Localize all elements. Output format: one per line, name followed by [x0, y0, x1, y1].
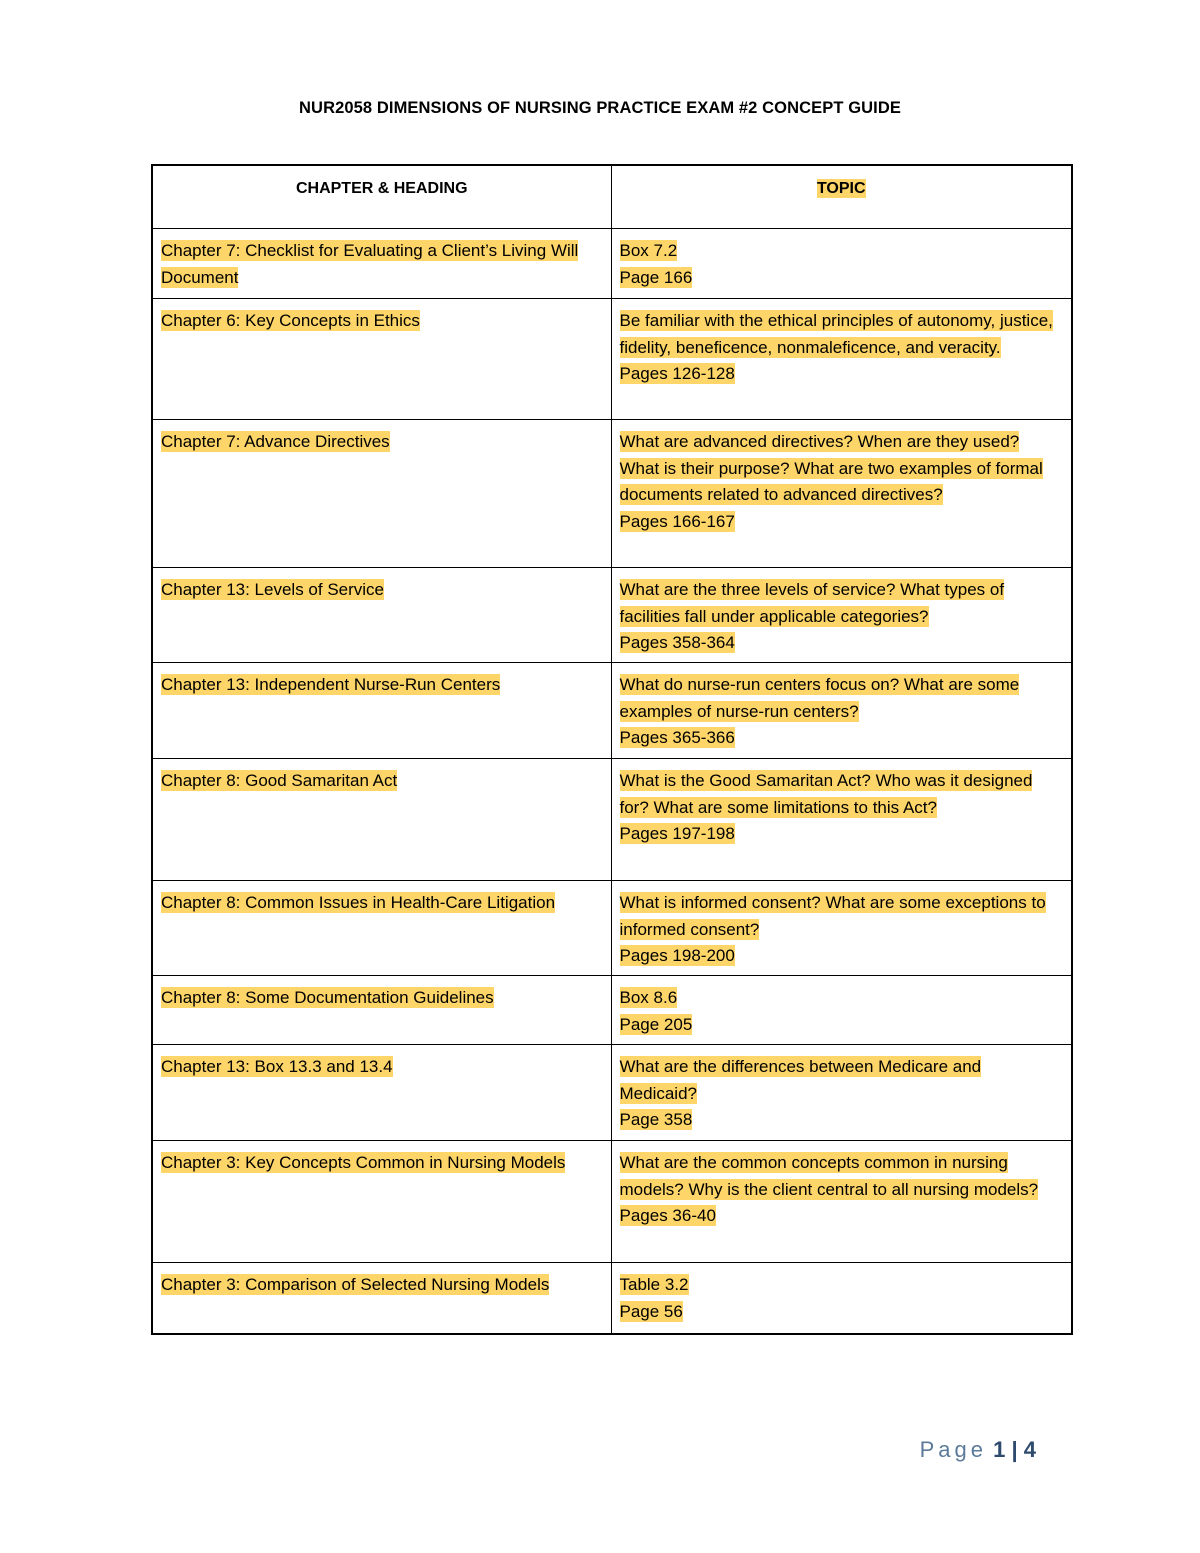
topic-cell: What are the three levels of service? What types of facilities fall under applicable categories? Pages 358-364 [611, 568, 1072, 663]
table-row [152, 568, 1072, 663]
table-row [152, 229, 1072, 299]
topic-cell: What are advanced directives? When are they used? What is their purpose? What are two examples of formal documents related to advanced directives? Pages 166-167 [611, 420, 1072, 568]
page-separator: | [1011, 1437, 1018, 1462]
topic-cell: What are the differences between Medicare and Medicaid? Page 358 [611, 1045, 1072, 1141]
table-row [152, 1263, 1072, 1334]
chapter-cell: Chapter 7: Advance Directives [152, 420, 611, 568]
table-row [152, 663, 1072, 759]
topic-cell: Table 3.2 Page 56 [611, 1263, 1072, 1334]
topic-cell: Box 8.6 Page 205 [611, 976, 1072, 1045]
chapter-cell: Chapter 7: Checklist for Evaluating a Client’s Living Will Document [152, 229, 611, 299]
document-title: NUR2058 DIMENSIONS OF NURSING PRACTICE EXAM #2 CONCEPT GUIDE [299, 99, 901, 117]
table-row [152, 976, 1072, 1045]
concept-guide-table [151, 164, 1073, 1335]
chapter-cell: Chapter 13: Levels of Service [152, 568, 611, 663]
page-label: Page [919, 1437, 987, 1462]
table-row [152, 420, 1072, 568]
topic-cell: What is the Good Samaritan Act? Who was it designed for? What are some limitations to this Act? Pages 197-198 [611, 759, 1072, 881]
chapter-cell: Chapter 13: Independent Nurse-Run Centers [152, 663, 611, 759]
table-row [152, 1045, 1072, 1141]
chapter-cell: Chapter 8: Some Documentation Guidelines [152, 976, 611, 1045]
header-topic: TOPIC [611, 165, 1072, 229]
current-page-number: 1 [993, 1437, 1006, 1462]
table-row [152, 759, 1072, 881]
chapter-cell: Chapter 3: Key Concepts Common in Nursing Models [152, 1141, 611, 1263]
table-row [152, 881, 1072, 976]
header-chapter-heading: CHAPTER & HEADING [152, 165, 611, 229]
topic-cell: What is informed consent? What are some exceptions to informed consent? Pages 198-200 [611, 881, 1072, 976]
topic-cell: What do nurse-run centers focus on? What are some examples of nurse-run centers? Pages 365-366 [611, 663, 1072, 759]
chapter-cell: Chapter 13: Box 13.3 and 13.4 [152, 1045, 611, 1141]
total-pages: 4 [1023, 1437, 1036, 1462]
chapter-cell: Chapter 6: Key Concepts in Ethics [152, 299, 611, 420]
chapter-cell: Chapter 3: Comparison of Selected Nursing Models [152, 1263, 611, 1334]
chapter-cell: Chapter 8: Common Issues in Health-Care Litigation [152, 881, 611, 976]
table-row [152, 1141, 1072, 1263]
chapter-cell: Chapter 8: Good Samaritan Act [152, 759, 611, 881]
topic-cell: What are the common concepts common in nursing models? Why is the client central to all nursing models? Pages 36-40 [611, 1141, 1072, 1263]
table-header-row [152, 165, 1072, 229]
table-row [152, 299, 1072, 420]
topic-cell: Box 7.2 Page 166 [611, 229, 1072, 299]
topic-cell: Be familiar with the ethical principles of autonomy, justice, fidelity, beneficence, nonmaleficence, and veracity. Pages 126-128 [611, 299, 1072, 420]
page-footer [920, 1437, 1036, 1463]
